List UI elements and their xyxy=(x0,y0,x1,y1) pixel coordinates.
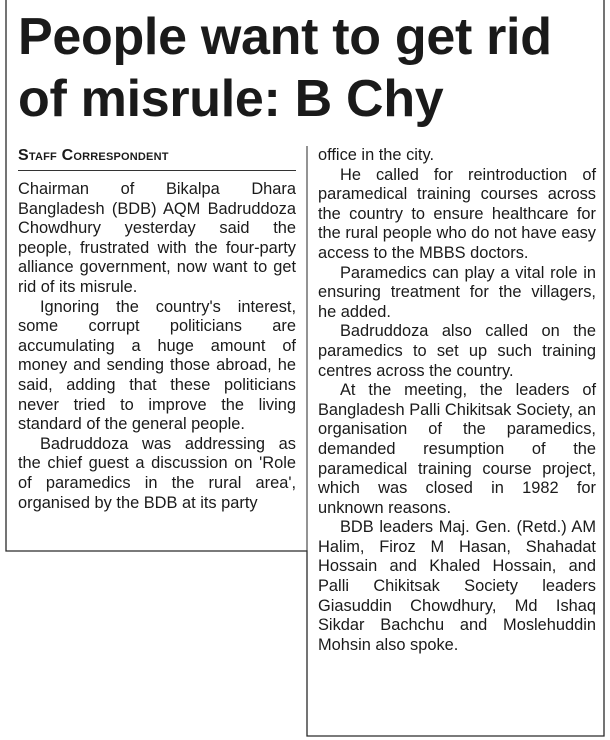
paragraph: Badruddoza also called on the paramedics to set up such training centres across the country. xyxy=(318,322,596,380)
article-byline: Staff Correspondent xyxy=(18,146,296,171)
paragraph: Ignoring the country's interest, some corrupt politicians are accumulating a huge amount of money and sending those abroad, he said, adding that these politicians never tried to improve the living standard of the general people. xyxy=(18,297,296,434)
article-column-left xyxy=(18,180,296,513)
paragraph: BDB leaders Maj. Gen. (Retd.) AM Halim, Firoz M Hasan, Shahadat Hossain and Khaled Hossain, and Palli Chikitsak Society leaders Giasuddin Chowdhury, Md Ishaq Sikdar Bachchu and Moslehuddin Mohsin also spoke. xyxy=(318,518,596,654)
paragraph: Badruddoza was addressing as the chief guest a discussion on 'Role of paramedics in the rural area', organised by the BDB at its party xyxy=(18,434,296,512)
paragraph: At the meeting, the leaders of Bangladesh Palli Chikitsak Society, an organisation of the paramedics, demanded resumption of the paramedical training course project, which was closed in 1982 for unknown reasons. xyxy=(318,381,596,517)
paragraph: Paramedics can play a vital role in ensuring treatment for the villagers, he added. xyxy=(318,263,596,321)
paragraph: He called for reintroduction of paramedical training courses across the country to ensure healthcare for the rural people who do not have easy access to the MBBS doctors. xyxy=(318,165,596,262)
article-column-right xyxy=(318,146,596,655)
paragraph: office in the city. xyxy=(318,146,435,164)
article-headline: People want to get rid of misrule: B Chy xyxy=(18,8,552,128)
paragraph: Chairman of Bikalpa Dhara Bangladesh (BDB) AQM Badruddoza Chowdhury yesterday said the people, frustrated with the four-party alliance government, now want to get rid of its misrule. xyxy=(18,180,296,296)
